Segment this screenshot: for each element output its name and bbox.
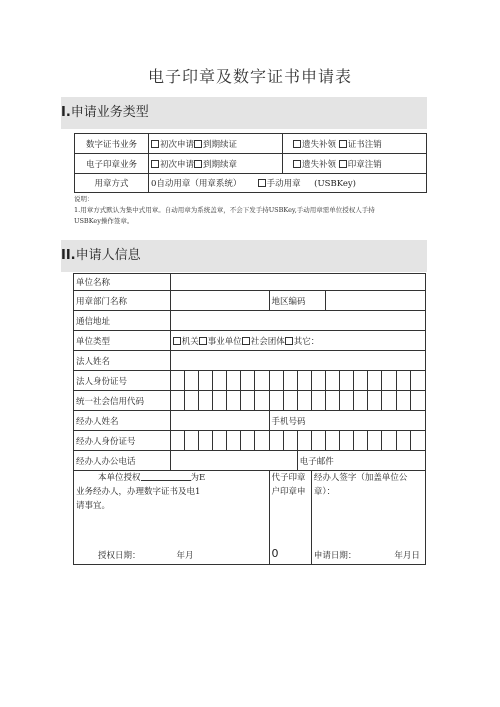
digit-box[interactable] bbox=[269, 391, 283, 411]
section-number: II. bbox=[61, 248, 76, 263]
digit-box[interactable] bbox=[213, 431, 227, 451]
authorization-cell bbox=[74, 471, 270, 565]
digit-box[interactable] bbox=[297, 431, 311, 451]
auth-text: 业务经办人，办理数字证书及电1 bbox=[76, 487, 201, 497]
digit-box[interactable] bbox=[325, 371, 339, 391]
digit-box[interactable] bbox=[283, 371, 297, 391]
email-field[interactable] bbox=[340, 451, 426, 471]
digit-box[interactable] bbox=[255, 431, 269, 451]
row-label: 用章方式 bbox=[75, 174, 149, 193]
digit-box[interactable] bbox=[396, 431, 410, 451]
digit-box[interactable] bbox=[213, 371, 227, 391]
digit-box[interactable] bbox=[354, 371, 368, 391]
field-label: 通信地址 bbox=[74, 311, 171, 331]
checkbox[interactable] bbox=[339, 160, 347, 168]
digit-box[interactable] bbox=[382, 371, 396, 391]
digit-box[interactable] bbox=[340, 391, 354, 411]
dept-name-field[interactable] bbox=[170, 291, 269, 311]
row-label: 数字证书业务 bbox=[75, 134, 149, 154]
option-label: 机关 bbox=[181, 336, 199, 347]
option-label: 初次申请 bbox=[160, 159, 195, 170]
digit-box[interactable] bbox=[198, 371, 212, 391]
proxy-cell bbox=[269, 471, 311, 565]
field-label: 单位名称 bbox=[74, 274, 171, 291]
option-label: 其它： bbox=[293, 336, 320, 347]
auth-text: 为E bbox=[190, 473, 206, 483]
auto-usage-option: 0自动用章（用章系统） bbox=[151, 179, 242, 189]
digit-box[interactable] bbox=[325, 391, 339, 411]
field-label: 经办人姓名 bbox=[74, 411, 171, 431]
digit-box[interactable] bbox=[340, 371, 354, 391]
checkbox[interactable] bbox=[194, 160, 202, 168]
digit-box[interactable] bbox=[340, 431, 354, 451]
section-number: I. bbox=[61, 105, 71, 120]
digit-box[interactable] bbox=[198, 431, 212, 451]
agent-phone-field[interactable] bbox=[170, 451, 297, 471]
checkbox[interactable] bbox=[293, 160, 301, 168]
authorized-person-blank[interactable] bbox=[141, 471, 191, 481]
checkbox[interactable] bbox=[285, 337, 293, 345]
digit-box[interactable] bbox=[368, 391, 382, 411]
digit-box[interactable] bbox=[410, 371, 425, 391]
option-label: 遗失补领 bbox=[302, 159, 337, 170]
checkbox[interactable] bbox=[151, 160, 159, 168]
options-cell bbox=[283, 154, 427, 174]
field-label: 用章部门名称 bbox=[74, 291, 171, 311]
digit-box[interactable] bbox=[241, 371, 255, 391]
section-title: 申请业务类型 bbox=[70, 105, 149, 120]
checkbox[interactable] bbox=[194, 140, 202, 148]
unit-type-options bbox=[170, 331, 425, 351]
auth-text: 本单位授权 bbox=[98, 473, 141, 483]
signature-cell bbox=[311, 471, 425, 565]
option-label: 遗失补领 bbox=[302, 139, 337, 150]
auth-date-label: 授权日期： bbox=[98, 551, 141, 561]
checkbox[interactable] bbox=[173, 337, 181, 345]
digit-box[interactable] bbox=[283, 431, 297, 451]
field-label: 经办人办公电话 bbox=[74, 451, 171, 471]
option-label: 社会团体 bbox=[250, 336, 285, 347]
field-label: 地区编码 bbox=[269, 291, 325, 311]
digit-box[interactable] bbox=[410, 431, 425, 451]
address-field[interactable] bbox=[170, 311, 425, 331]
section-header-applicant-info bbox=[61, 240, 427, 272]
row-label: 电子印章业务 bbox=[75, 154, 149, 174]
digit-box[interactable] bbox=[382, 431, 396, 451]
checkbox[interactable] bbox=[199, 337, 207, 345]
digit-box[interactable] bbox=[198, 391, 212, 411]
applicant-info-table bbox=[73, 273, 426, 565]
checkbox[interactable] bbox=[242, 337, 250, 345]
option-label: 证书注销 bbox=[347, 139, 382, 150]
auth-date-value: 年月 bbox=[176, 551, 194, 561]
option-label: 初次申请 bbox=[160, 139, 195, 150]
apply-date-value: 年月日 bbox=[394, 551, 420, 561]
page-title: 电子印章及数字证书申请表 bbox=[147, 67, 352, 86]
digit-box[interactable] bbox=[170, 431, 184, 451]
digit-box[interactable] bbox=[227, 431, 241, 451]
field-label: 电子邮件 bbox=[297, 451, 339, 471]
application-type-table bbox=[74, 133, 427, 193]
proxy-zero: 0 bbox=[271, 547, 279, 560]
auth-text: 请事宜。 bbox=[76, 501, 111, 511]
option-label: 到期续章 bbox=[203, 159, 238, 170]
digit-box[interactable] bbox=[311, 391, 325, 411]
usage-options-cell bbox=[149, 174, 427, 193]
digit-box[interactable] bbox=[269, 431, 283, 451]
digit-box[interactable] bbox=[170, 371, 184, 391]
field-label: 法人姓名 bbox=[74, 351, 171, 371]
option-label: 到期续证 bbox=[203, 139, 238, 150]
section-title: 申请人信息 bbox=[75, 248, 141, 263]
agent-name-field[interactable] bbox=[170, 411, 269, 431]
checkbox[interactable] bbox=[258, 179, 266, 187]
field-label: 法人身份证号 bbox=[74, 371, 171, 391]
field-label: 经办人身份证号 bbox=[74, 431, 171, 451]
checkbox[interactable] bbox=[293, 140, 301, 148]
digit-box[interactable] bbox=[255, 371, 269, 391]
digit-box[interactable] bbox=[325, 431, 339, 451]
digit-box[interactable] bbox=[311, 431, 325, 451]
proxy-text: 户印章申 bbox=[271, 487, 306, 497]
field-label: 单位类型 bbox=[74, 331, 171, 351]
digit-box[interactable] bbox=[368, 431, 382, 451]
manual-usage-option: 手动用章 bbox=[266, 179, 301, 189]
digit-box[interactable] bbox=[255, 391, 269, 411]
digit-box[interactable] bbox=[396, 371, 410, 391]
digit-box[interactable] bbox=[213, 391, 227, 411]
digit-box[interactable] bbox=[368, 371, 382, 391]
digit-box[interactable] bbox=[170, 391, 184, 411]
digit-box[interactable] bbox=[354, 391, 368, 411]
checkbox[interactable] bbox=[151, 140, 159, 148]
options-cell bbox=[149, 154, 283, 174]
option-label: 印章注销 bbox=[347, 159, 382, 170]
options-cell bbox=[149, 134, 283, 154]
digit-box[interactable] bbox=[354, 431, 368, 451]
digit-box[interactable] bbox=[297, 391, 311, 411]
options-cell bbox=[283, 134, 427, 154]
notes bbox=[74, 194, 375, 227]
section-header-application-type bbox=[61, 97, 427, 129]
unit-name-field[interactable] bbox=[170, 274, 425, 291]
digit-box[interactable] bbox=[382, 391, 396, 411]
notes-heading: 说明： bbox=[74, 195, 94, 203]
area-code-field[interactable] bbox=[325, 291, 425, 311]
digit-box[interactable] bbox=[396, 391, 410, 411]
notes-line: USBKey操作签章。 bbox=[74, 217, 134, 225]
digit-box[interactable] bbox=[269, 371, 283, 391]
digit-box[interactable] bbox=[227, 371, 241, 391]
signature-label: 经办人签字（加盖单位公章）： bbox=[313, 473, 408, 497]
digit-box[interactable] bbox=[283, 391, 297, 411]
option-label: 事业单位 bbox=[207, 336, 242, 347]
digit-box[interactable] bbox=[241, 431, 255, 451]
checkbox[interactable] bbox=[339, 140, 347, 148]
digit-box[interactable] bbox=[410, 391, 425, 411]
field-label: 统一社会信用代码 bbox=[74, 391, 171, 411]
digit-box[interactable] bbox=[184, 371, 198, 391]
digit-box[interactable] bbox=[297, 371, 311, 391]
digit-box[interactable] bbox=[227, 391, 241, 411]
digit-box[interactable] bbox=[184, 391, 198, 411]
apply-date-label: 申请日期： bbox=[313, 551, 357, 561]
proxy-text: 代子印章 bbox=[271, 473, 306, 483]
digit-box[interactable] bbox=[241, 391, 255, 411]
digit-box[interactable] bbox=[184, 431, 198, 451]
digit-box[interactable] bbox=[311, 371, 325, 391]
field-label: 手机号码 bbox=[269, 411, 311, 431]
legal-name-field[interactable] bbox=[170, 351, 425, 371]
mobile-field[interactable] bbox=[311, 411, 425, 431]
usbkey-label: (USBKey) bbox=[314, 179, 356, 189]
notes-line: 1.用章方式默认为集中式用章。自动用章为系统盖章，不会下发手持USBKey,手动用章需单位授权人手持 bbox=[74, 206, 375, 214]
